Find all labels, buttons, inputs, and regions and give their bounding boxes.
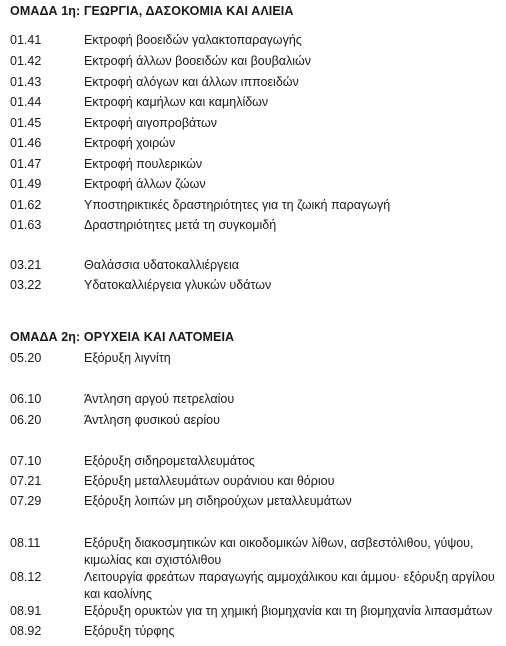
activity-description: Εξόρυξη λοιπών μη σιδηρούχων μεταλλευμάτων (84, 494, 352, 508)
activity-code: 07.10 (10, 454, 42, 468)
group2-heading: ΟΜΑΔΑ 2η: ΟΡΥΧΕΙΑ ΚΑΙ ΛΑΤΟΜΕΙΑ (10, 330, 235, 344)
activity-description: Εξόρυξη διακοσμητικών και οικοδομικών λίθων, ασβεστόλιθου, γύψου, κιμωλίας και σχιστόλιθου (84, 536, 474, 567)
activity-description: Εξόρυξη ορυκτών για τη χημική βιομηχανία και τη βιομηχανία λιπασμάτων (84, 604, 493, 618)
activity-description: Εξόρυξη τύρφης (84, 624, 175, 638)
activity-description: Εξόρυξη λιγνίτη (84, 351, 171, 365)
activity-description: Εκτροφή καμήλων και καμηλίδων (84, 95, 269, 109)
activity-code: 01.41 (10, 33, 42, 47)
activity-code: 01.62 (10, 198, 42, 212)
activity-description: Εκτροφή βοοειδών γαλακτοπαραγωγής (84, 33, 302, 47)
activity-description: Εξόρυξη μεταλλευμάτων ουράνιου και θόριου (84, 474, 335, 488)
activity-code: 01.63 (10, 218, 42, 232)
activity-code: 06.10 (10, 392, 42, 406)
activity-description: Υποστηρικτικές δραστηριότητες για τη ζωική παραγωγή (84, 198, 391, 212)
activity-code: 08.11 (10, 536, 41, 550)
activity-code: 01.47 (10, 157, 42, 171)
activity-description: Θαλάσσια υδατοκαλλιέργεια (84, 258, 239, 272)
activity-code: 03.21 (10, 258, 42, 272)
activity-code: 08.91 (10, 604, 42, 618)
activity-code: 07.21 (10, 474, 42, 488)
activity-code: 01.49 (10, 177, 42, 191)
activity-code: 01.46 (10, 136, 42, 150)
group1-heading: ΟΜΑΔΑ 1η: ΓΕΩΡΓΙΑ, ΔΑΣΟΚΟΜΙΑ ΚΑΙ ΑΛΙΕΙΑ (10, 4, 294, 18)
activity-code: 01.45 (10, 116, 42, 130)
activity-description: Υδατοκαλλιέργεια γλυκών υδάτων (84, 278, 272, 292)
activity-description: Εκτροφή πουλερικών (84, 157, 203, 171)
activity-description: Εκτροφή άλλων βοοειδών και βουβαλιών (84, 54, 312, 68)
activity-description: Εκτροφή άλλων ζώων (84, 177, 206, 191)
activity-description: Άντληση φυσικού αερίου (84, 413, 220, 427)
activity-description: Εκτροφή αιγοπροβάτων (84, 116, 218, 130)
activity-code: 01.44 (10, 95, 42, 109)
activity-code: 08.92 (10, 624, 42, 638)
activity-description: Λειτουργία φρεάτων παραγωγής αμμοχάλικου και άμμου· εξόρυξη αργίλου και καολίνης (84, 570, 495, 601)
activity-description: Άντληση αργού πετρελαίου (84, 392, 235, 406)
activity-code: 05.20 (10, 351, 42, 365)
activity-description: Δραστηριότητες μετά τη συγκομιδή (84, 218, 277, 232)
activity-description: Εκτροφή αλόγων και άλλων ιπποειδών (84, 75, 299, 89)
activity-code: 06.20 (10, 413, 42, 427)
activity-description: Εξόρυξη σιδηρομεταλλευμάτος (84, 454, 255, 468)
activity-code: 01.43 (10, 75, 42, 89)
activity-description: Εκτροφή χοιρών (84, 136, 176, 150)
activity-code: 01.42 (10, 54, 42, 68)
activity-code: 08.12 (10, 570, 42, 584)
activity-code: 07.29 (10, 494, 42, 508)
activity-code: 03.22 (10, 278, 42, 292)
